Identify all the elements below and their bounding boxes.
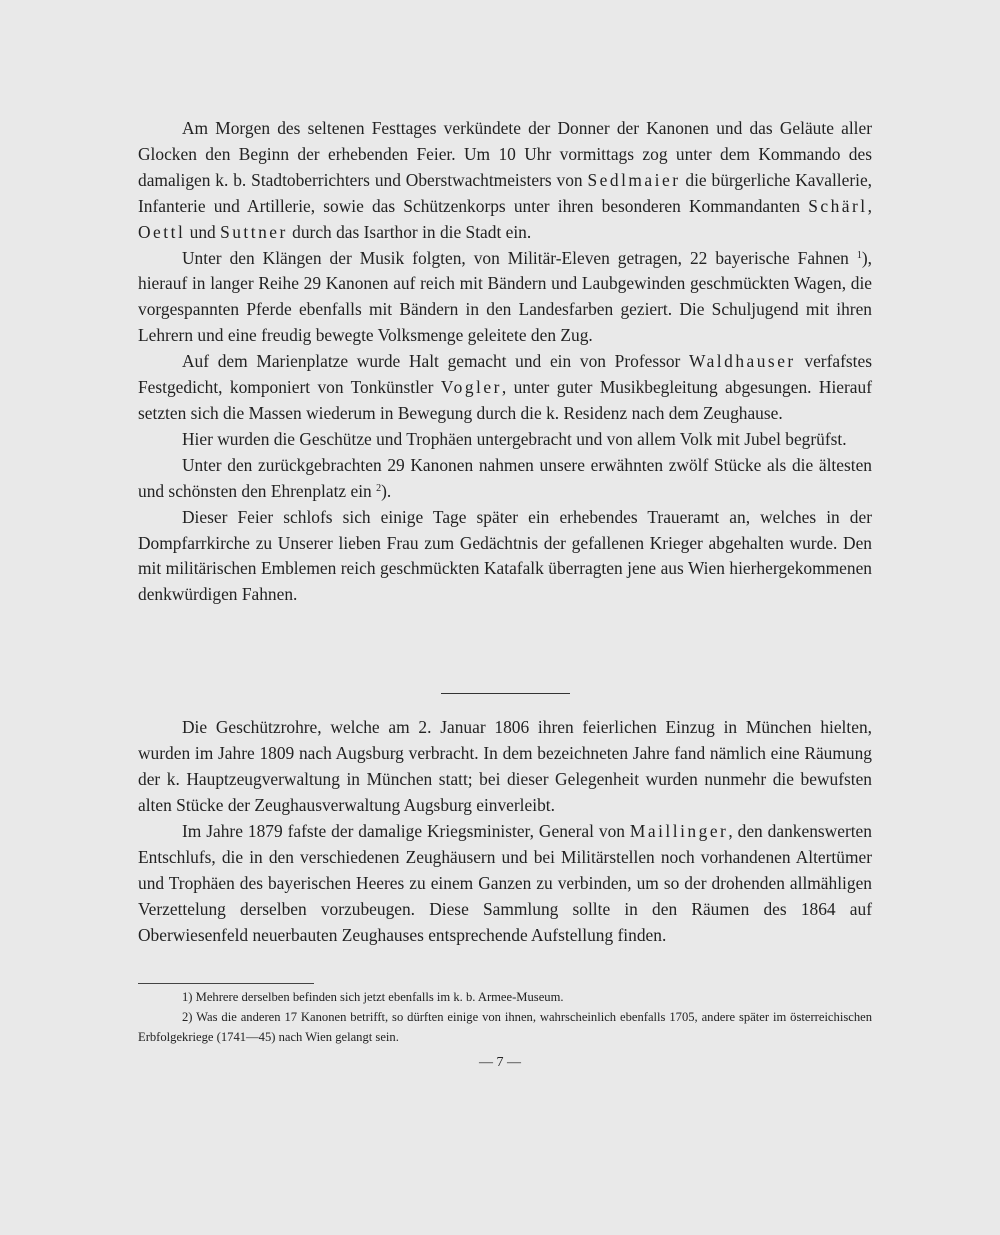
page-number: — 7 — <box>479 1055 521 1070</box>
section-divider <box>441 693 570 694</box>
paragraph-2: Unter den Klängen der Musik folgten, von Militär-Eleven getragen, 22 bayerische Fahnen $^1$), hierauf in langer Reihe 29 Kanonen auf reich mit Bändern und Laubgewinden geschmückten Wagen, die vorgespannten Pferde ebenfalls mit Bändern in den Landesfarben geziert. Die Schuljugend mit ihren Lehrern und eine freudig bewegte Volksmenge geleitete den Zug. <box>138 247 872 346</box>
section-two-text <box>138 714 872 948</box>
footnote-1: 1) Mehrere derselben befinden sich jetzt ebenfalls im k. b. Armee-Museum. <box>182 990 564 1004</box>
main-text <box>138 116 872 608</box>
paragraph-1: Am Morgen des seltenen Festtages verkündete der Donner der Kanonen und das Geläute aller Glocken den Beginn der erhebenden Feier. Um 10 Uhr vormittags zog unter dem Kommando des damaligen k. b. Stadtoberrichters und Oberstwachtmeisters von Sedlmaier die bürgerliche Kavallerie, Infanterie und Artillerie, sowie das Schützenkorps unter ihren besonderen Kommandanten Schärl, Oettl und Suttner durch das Isarthor in die Stadt ein. <box>138 118 873 242</box>
person-name: Maillinger <box>629 821 729 841</box>
paragraph-6: Dieser Feier schlofs sich einige Tage später ein erhebendes Traueramt an, welches in der Dompfarrkirche zu Unserer lieben Frau zum Gedächtnis der gefallenen Krieger abgehalten wurde. Den mit militärischen Emblemen reich geschmückten Katafalk überragten jene aus Wien hierhergekommenen denkwürdigen Fahnen. <box>138 506 872 605</box>
person-name: Oettl <box>138 221 186 242</box>
paragraph-4: Hier wurden die Geschütze und Trophäen untergebracht und von allem Volk mit Jubel begrüfst. <box>182 428 847 449</box>
person-name: Schärl <box>808 195 868 216</box>
footnote-rule <box>138 983 314 984</box>
footnotes <box>138 987 872 1047</box>
person-name: Waldhauser <box>689 351 796 372</box>
paragraph-5: Unter den zurückgebrachten 29 Kanonen nahmen unsere erwähnten zwölf Stücke als die ältesten und schönsten den Ehrenplatz ein $^2$). <box>138 454 872 501</box>
footnote-ref: 2 <box>376 482 382 494</box>
paragraph-3: Auf dem Marienplatze wurde Halt gemacht und ein von Professor Waldhauser verfafstes Festgedicht, komponiert von Tonkünstler Vogler, unter guter Musikbegleitung abgesungen. Hierauf setzten sich die Massen wiederum in Bewegung durch die k. Residenz nach dem Zeughause. <box>138 351 872 423</box>
paragraph-8: Im Jahre 1879 fafste der damalige Kriegsminister, General von Maillinger, den dankenswerten Entschlufs, die in den verschiedenen Zeughäusern und bei Militärstellen noch vorhandenen Altertümer und Trophäen des bayerischen Heeres zu einem Ganzen zu verbinden, um so der drohenden allmähligen Verzettelung derselben vorzubeugen. Diese Sammlung sollte in den Räumen des 1864 auf Oberwiesenfeld neuerbauten Zeughauses entsprechende Aufstellung finden. <box>138 821 872 945</box>
footnote-ref: 1 <box>856 249 862 261</box>
person-name: Sedlmaier <box>587 169 681 190</box>
person-name: Suttner <box>220 221 288 242</box>
paragraph-7: Die Geschützrohre, welche am 2. Januar 1806 ihren feierlichen Einzug in München hielten, wurden im Jahre 1809 nach Augsburg verbracht. In dem bezeichneten Jahre fand nämlich eine Räumung der k. Hauptzeugverwaltung in München statt; bei dieser Gelegenheit wurden nunmehr die bewufsten alten Stücke der Zeughausverwaltung Augsburg einverleibt. <box>138 717 872 815</box>
footnote-2: 2) Was die anderen 17 Kanonen betrifft, so dürften einige von ihnen, wahrscheinlich ebenfalls 1705, andere später im österreichischen Erbfolgekriege (1741—45) nach Wien gelangt sein. <box>138 1010 872 1044</box>
person-name: Vogler <box>440 377 502 398</box>
